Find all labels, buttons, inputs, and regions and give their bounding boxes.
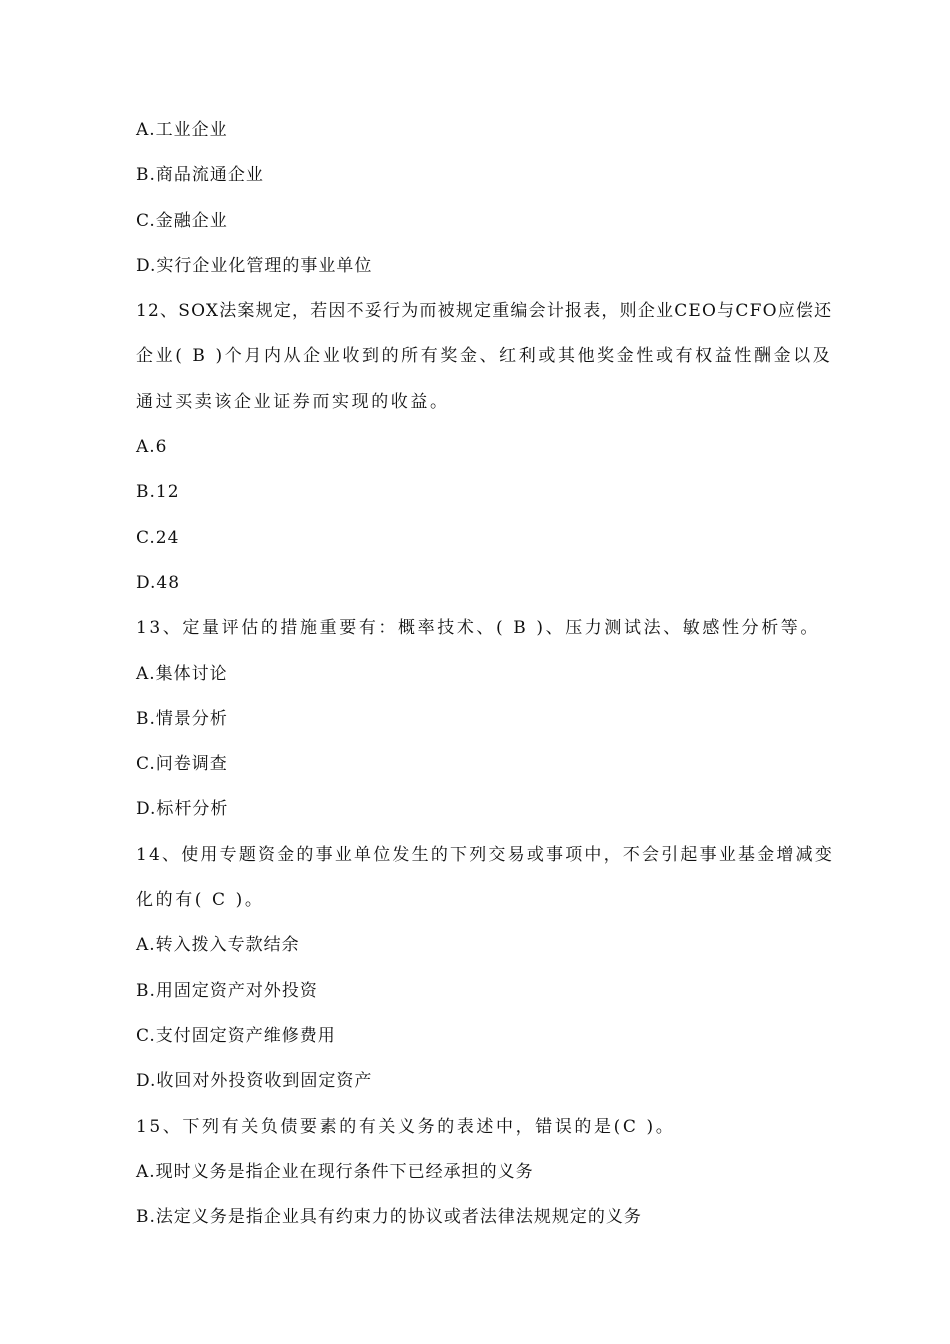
question-13: 13、定量评估的措施重要有：概率技术、( B )、压力测试法、敏感性分析等。 <box>136 618 820 639</box>
option-11-d: D.实行企业化管理的事业单位 <box>136 255 373 276</box>
option-11-a: A.工业企业 <box>136 120 228 140</box>
option-13-a: A.集体讨论 <box>136 663 228 684</box>
option-13-b: B.情景分析 <box>136 708 228 729</box>
option-11-b: B.商品流通企业 <box>136 165 264 186</box>
question-14-line-2: 化的有( C )。 <box>136 890 265 911</box>
option-12-d: D.48 <box>136 572 181 593</box>
question-12-line-1: 12、SOX法案规定，若因不妥行为而被规定重编会计报表，则企业CEO与CFO应偿还 <box>136 301 833 322</box>
option-14-c: C.支付固定资产维修费用 <box>136 1025 336 1046</box>
option-12-a: A.6 <box>136 437 168 458</box>
option-12-b: B.12 <box>136 482 180 503</box>
option-15-a: A.现时义务是指企业在现行条件下已经承担的义务 <box>136 1161 534 1182</box>
question-12-line-2: 企业( B )个月内从企业收到的所有奖金、红利或其他奖金性或有权益性酬金以及 <box>136 346 833 367</box>
option-12-c: C.24 <box>136 527 180 548</box>
option-15-b: B.法定义务是指企业具有约束力的协议或者法律法规规定的义务 <box>136 1207 642 1228</box>
option-14-d: D.收回对外投资收到固定资产 <box>136 1071 373 1092</box>
question-14-line-1: 14、使用专题资金的事业单位发生的下列交易或事项中，不会引起事业基金增减变 <box>136 844 835 865</box>
option-13-d: D.标杆分析 <box>136 799 229 820</box>
option-11-c: C.金融企业 <box>136 210 228 231</box>
document-body <box>136 108 836 1240</box>
question-15: 15、下列有关负债要素的有关义务的表述中，错误的是(C )。 <box>136 1116 676 1137</box>
option-14-b: B.用固定资产对外投资 <box>136 980 318 1001</box>
option-13-c: C.问卷调查 <box>136 754 228 775</box>
question-12-line-3: 通过买卖该企业证券而实现的收益。 <box>136 391 450 412</box>
option-14-a: A.转入拨入专款结余 <box>136 935 300 956</box>
